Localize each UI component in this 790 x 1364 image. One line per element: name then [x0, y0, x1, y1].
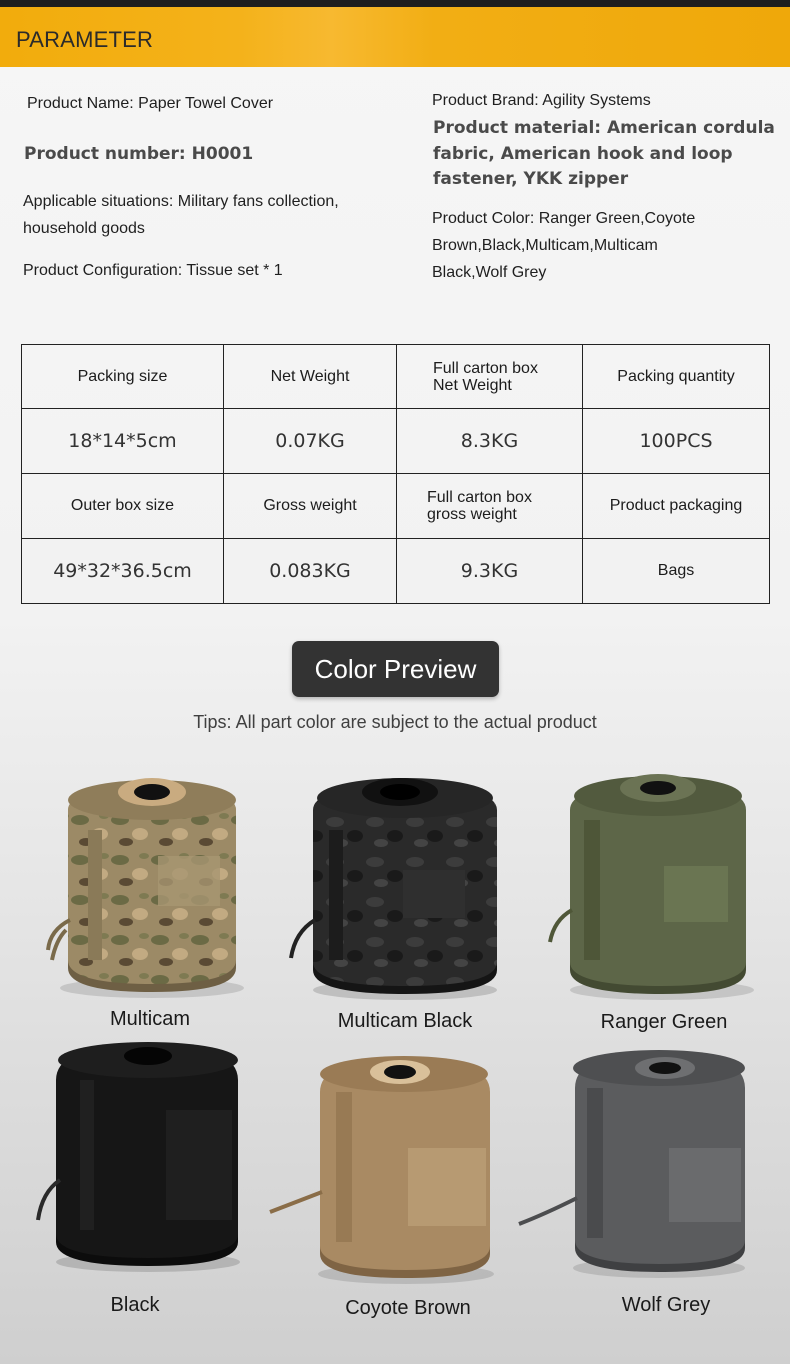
header-bar [0, 7, 790, 67]
spec-material-1: Product material: American cordula [433, 118, 775, 138]
table-header-cell: Packing quantity [583, 345, 770, 409]
table-cell: 100PCS [583, 409, 770, 474]
spec-applicable-2: household goods [23, 220, 145, 237]
spec-configuration: Product Configuration: Tissue set * 1 [23, 262, 283, 279]
top-strip [0, 0, 790, 7]
table-cell: 49*32*36.5cm [22, 538, 224, 603]
table-header-cell [397, 345, 583, 409]
table-header-cell: Outer box size [22, 474, 224, 538]
table-row [22, 474, 770, 538]
product-label: Multicam Black [337, 1010, 473, 1032]
table-header-cell: Gross weight [224, 474, 397, 538]
table-row [22, 409, 770, 474]
spec-material-2: fabric, American hook and loop [433, 144, 733, 164]
header-line: Net Weight [433, 376, 512, 394]
tips-text: Tips: All part color are subject to the actual product [193, 712, 597, 732]
product-label: Black [110, 1294, 160, 1316]
table-cell: Bags [583, 538, 770, 603]
table-cell: 18*14*5cm [22, 409, 224, 474]
product-image-black [20, 1040, 260, 1280]
product-image-coyote-brown [266, 1052, 506, 1292]
table-cell: 8.3KG [397, 409, 583, 474]
product-label: Multicam [109, 1008, 190, 1030]
table-header-cell: Packing size [22, 345, 224, 409]
product-label: Coyote Brown [345, 1297, 471, 1319]
spec-color-3: Black,Wolf Grey [432, 264, 547, 281]
product-specs [0, 67, 790, 337]
tissue-cover-icon [540, 770, 780, 1010]
parameter-table [21, 344, 770, 604]
product-image-ranger-green [540, 770, 780, 1010]
spec-material-3: fastener, YKK zipper [433, 169, 629, 189]
product-image-multicam [30, 770, 270, 1010]
section-title: PARAMETER [16, 27, 154, 52]
table-header-cell: Net Weight [224, 345, 397, 409]
color-preview-button[interactable]: Color Preview [292, 641, 499, 697]
spec-color-1: Product Color: Ranger Green,Coyote [432, 210, 696, 227]
tissue-cover-icon [30, 770, 270, 1010]
table-cell: 9.3KG [397, 538, 583, 603]
spec-product-number: Product number: H0001 [24, 144, 254, 164]
tissue-cover-icon [266, 1052, 506, 1292]
spec-product-name: Product Name: Paper Towel Cover [27, 95, 274, 112]
tissue-cover-icon [515, 1048, 755, 1288]
header-line: gross weight [427, 506, 517, 524]
product-image-wolf-grey [515, 1048, 755, 1288]
spec-color-2: Brown,Black,Multicam,Multicam [432, 237, 658, 254]
table-header-cell [397, 474, 583, 538]
table-header-cell: Product packaging [583, 474, 770, 538]
table-cell: 0.07KG [224, 409, 397, 474]
spec-brand: Product Brand: Agility Systems [432, 92, 651, 109]
header-line: Full carton box [427, 489, 532, 507]
product-image-multicam-black [285, 770, 525, 1010]
table-row [22, 538, 770, 603]
product-label: Wolf Grey [621, 1294, 711, 1316]
tissue-cover-icon [20, 1040, 260, 1280]
spec-applicable-1: Applicable situations: Military fans collection, [23, 193, 339, 210]
header-line: Full carton box [433, 359, 538, 377]
table-row [22, 345, 770, 409]
tissue-cover-icon [285, 770, 525, 1010]
table-cell: 0.083KG [224, 538, 397, 603]
product-label: Ranger Green [600, 1011, 728, 1033]
